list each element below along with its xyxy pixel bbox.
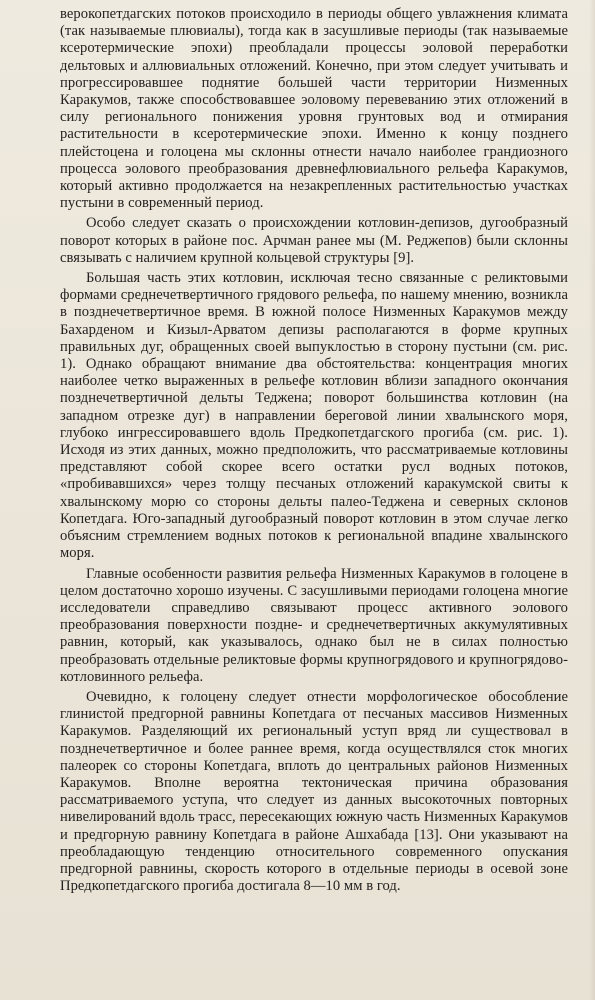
paragraph-4: Главные особенности развития рельефа Низменных Каракумов в голоцене в целом достаточно хорошо изучены. С засушливыми периодами голоцена многие исследователи справедливо связывают процесс активного эолового преобразования поверхности поздне- и среднечетвертичных аккумулятивных равнин, который, как указывалось, однако был не в силах полностью преобразовать отдельные реликтовые формы крупногрядового и крупногрядово-котловинного рельефа. bbox=[60, 565, 568, 685]
paragraph-3: Большая часть этих котловин, исключая тесно связанные с реликтовыми формами среднечетвертичного грядового рельефа, по нашему мнению, возникла в позднечетвертичное время. В южной полосе Низменных Каракумов между Бахарденом и Кизыл-Арватом депизы располагаются в форме крупных правильных дуг, обращенных своей выпуклостью в сторону пустыни (см. рис. 1). Однако обращают внимание два обстоятельства: концентрация многих наиболее четко выраженных в рельефе котловин вблизи западного окончания позднечетвертичной дельты Теджена; поворот большинства котловин (на западном отрезке дуг) в направлении береговой линии хвалынского моря, глубоко ингрессировавшего вдоль Предкопетдагского прогиба (см. рис. 1). Исходя из этих данных, можно предположить, что рассматриваемые котловины представляют собой скорее всего остатки русл водных потоков, «пробивавшихся» через толщу песчаных отложений каракумской свиты к хвалынскому морю со стороны дельты палео-Теджена и северных склонов Копетдага. Юго-западный дугообразный поворот котловин в этом случае легко объясним стремлением водных потоков к региональной впадине хвалынского моря. bbox=[60, 270, 568, 562]
paragraph-1: верокопетдагских потоков происходило в периоды общего увлажнения климата (так называемые плювиалы), тогда как в засушливые периоды (так называемые ксеротермические эпохи) преобладали процессы эоловой переработки дельтовых и аллювиальных отложений. Конечно, при этом следует учитывать и прогрессировавшее поднятие большей части территории Низменных Каракумов, также способствовавшее эоловому перевеванию этих отложений в силу регионального понижения уровня грунтовых вод и отмирания растительности в ксеротермические эпохи. Именно к концу позднего плейстоцена и голоцена мы склонны отнести начало наиболее грандиозного процесса эолового преобразования древнефлювиального рельефа Каракумов, который активно продолжается на незакрепленных растительностью участках пустыни в современный период. bbox=[60, 6, 568, 212]
paragraph-5: Очевидно, к голоцену следует отнести морфологическое обособление глинистой предгорной равнины Копетдага от песчаных массивов Низменных Каракумов. Разделяющий их региональный уступ вряд ли существовал в позднечетвертичное и более раннее время, когда осуществлялся сток многих палеорек со стороны Копетдага, вплоть до центральных районов Низменных Каракумов. Вполне вероятна тектоническая причина образования рассматриваемого уступа, что следует из данных высокоточных повторных нивелирований вдоль трасс, пересекающих южную часть Низменных Каракумов и предгорную равнину Копетдага в районе Ашхабада [13]. Они указывают на преобладающую тенденцию относительного современного опускания предгорной равнины, скорость которого в отдельные периоды в осевой зоне Предкопетдагского прогиба достигала 8—10 мм в год. bbox=[60, 688, 568, 895]
body-text bbox=[60, 6, 568, 895]
page-edge-shadow bbox=[589, 0, 595, 1000]
paragraph-2: Особо следует сказать о происхождении котловин-депизов, дугообразный поворот которых в районе пос. Арчман ранее мы (М. Реджепов) были склонны связывать с наличием крупной кольцевой структуры [9]. bbox=[60, 215, 568, 266]
